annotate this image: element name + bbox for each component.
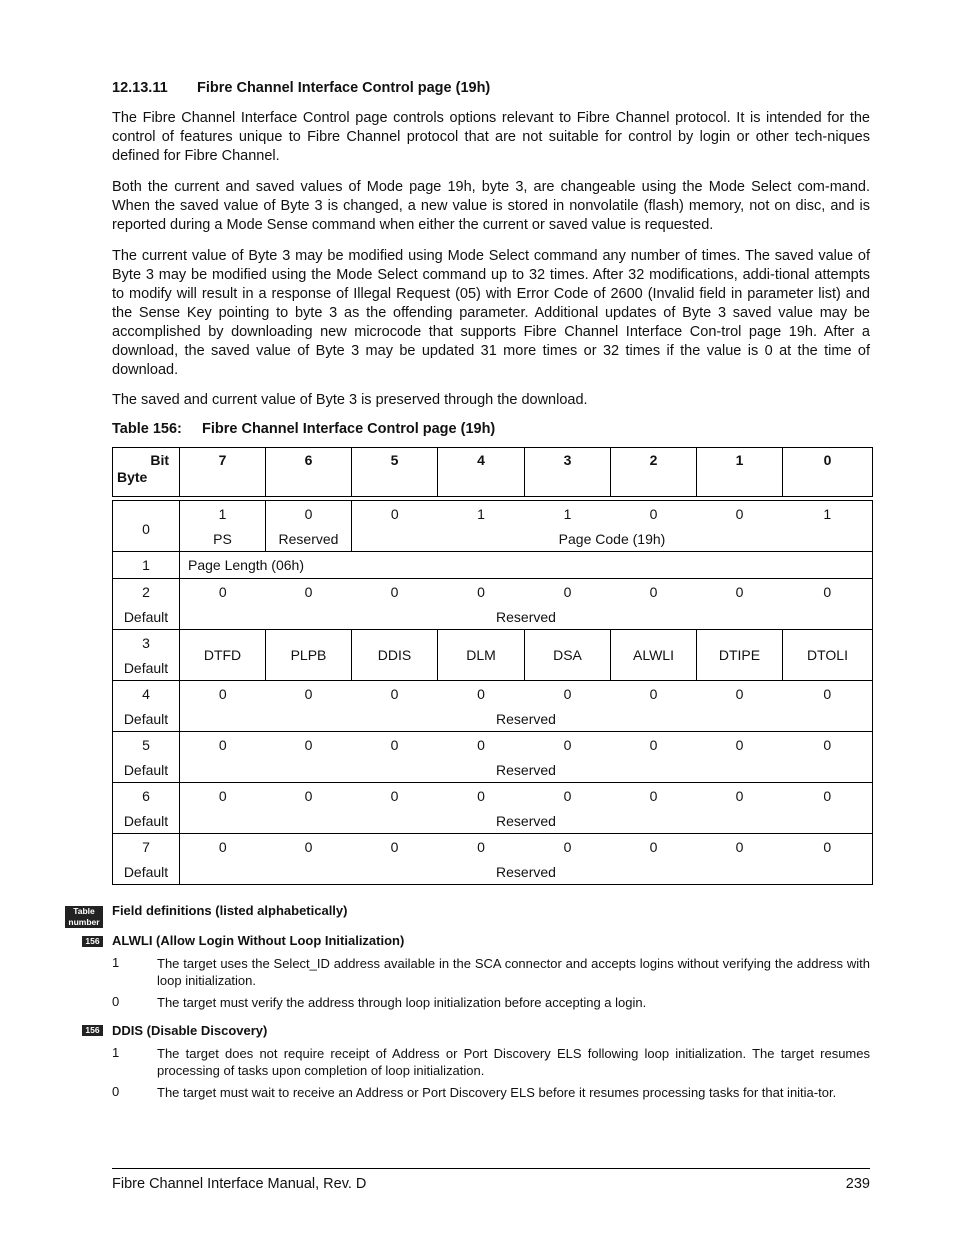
table-header-row xyxy=(113,448,873,497)
bit-value: 0 xyxy=(304,583,313,600)
alwli-field-name: ALWLI (Allow Login Without Loop Initialization) xyxy=(112,933,405,948)
byte-number: 2 xyxy=(113,579,180,605)
default-label: Default xyxy=(113,757,180,783)
bit-value: 0 xyxy=(649,685,658,702)
table-row xyxy=(113,604,873,630)
bit-value: 1 xyxy=(525,501,611,527)
table-ref-tag: 156 xyxy=(82,936,103,947)
table-row xyxy=(113,681,873,707)
bit-header: 5 xyxy=(352,448,438,497)
default-label: Default xyxy=(113,655,180,681)
byte-number: 0 xyxy=(113,501,180,552)
field-dtfd: DTFD xyxy=(180,630,266,681)
section-heading xyxy=(112,80,490,96)
default-label: Default xyxy=(113,604,180,630)
bit-value: 0 xyxy=(180,834,266,860)
field-ddis: DDIS xyxy=(352,630,438,681)
bit-value: 0 xyxy=(563,583,572,600)
table-number-badge-line1: Table xyxy=(73,906,95,916)
bit-value: 0 xyxy=(735,583,744,600)
bit-value: 0 xyxy=(477,583,485,600)
field-reserved: Reserved xyxy=(180,859,873,885)
field-reserved: Reserved xyxy=(180,604,873,630)
bit-value: 0 xyxy=(390,787,399,804)
table-row xyxy=(113,501,873,527)
table-row xyxy=(113,630,873,656)
alwli-desc-0: The target must verify the address through loop initialization before accepting a login. xyxy=(157,995,647,1010)
bit-header: 6 xyxy=(266,448,352,497)
bit-value: 0 xyxy=(180,732,266,758)
bit-value: 0 xyxy=(735,838,744,855)
bit-value: 0 xyxy=(735,685,744,702)
alwli-value-0: 0 xyxy=(112,994,120,1009)
table-row xyxy=(113,808,873,834)
field-dtipe: DTIPE xyxy=(697,630,783,681)
bit-value: 0 xyxy=(783,834,873,860)
ddis-desc-0: The target must wait to receive an Address or Port Discovery ELS before it resumes processing tasks for that initia-tor. xyxy=(157,1085,837,1100)
paragraph-2: Both the current and saved values of Mode page 19h, byte 3, are changeable using the Mode Select com-mand. When the saved value of Byte 3 is changed, a new value is stored in nonvolatile (flash) memory, not on disc, and is reported during a Mode Sense command when either the current or saved value is requested. xyxy=(112,179,870,233)
bit-value: 0 xyxy=(563,685,572,702)
field-reserved: Reserved xyxy=(180,757,873,783)
table-row xyxy=(113,783,873,809)
field-dsa: DSA xyxy=(525,630,611,681)
default-label: Default xyxy=(113,706,180,732)
byte-number: 7 xyxy=(113,834,180,860)
corner-cell xyxy=(113,448,180,497)
byte-number: 5 xyxy=(113,732,180,758)
bit-value: 0 xyxy=(390,583,399,600)
bit-value: 0 xyxy=(735,787,744,804)
table-row xyxy=(113,526,873,552)
bit-value: 0 xyxy=(304,736,313,753)
bit-header: 2 xyxy=(611,448,697,497)
bit-value: 1 xyxy=(783,501,873,527)
table-ref-tag: 156 xyxy=(82,1025,103,1036)
field-reserved: Reserved xyxy=(266,526,352,552)
field-reserved: Reserved xyxy=(180,706,873,732)
ddis-value-0: 0 xyxy=(112,1084,120,1099)
bit-value: 0 xyxy=(304,787,313,804)
mode-page-table xyxy=(112,447,873,885)
bit-value: 0 xyxy=(304,685,313,702)
table-caption-label: Table 156: xyxy=(112,421,182,437)
bit-value: 0 xyxy=(783,579,873,605)
bit-value: 0 xyxy=(649,838,658,855)
bit-value: 0 xyxy=(180,681,266,707)
bit-header: 4 xyxy=(438,448,525,497)
table-row xyxy=(113,579,873,605)
default-label: Default xyxy=(113,808,180,834)
bit-value: 1 xyxy=(438,501,525,527)
table-row xyxy=(113,552,873,579)
page-number: 239 xyxy=(845,1176,870,1192)
table-number-badge xyxy=(65,906,103,928)
bit-value: 0 xyxy=(352,501,438,527)
byte-number: 1 xyxy=(113,552,180,579)
field-plpb: PLPB xyxy=(266,630,352,681)
paragraph-1: The Fibre Channel Interface Control page controls options relevant to Fibre Channel protocol. It is intended for the control of features unique to Fibre Channel protocol that are not suitable for control by login or other tech-niques defined for Fibre Channel. xyxy=(112,110,870,164)
table-caption-title: Fibre Channel Interface Control page (19h) xyxy=(202,421,496,437)
field-dtoli: DTOLI xyxy=(783,630,873,681)
alwli-value-1: 1 xyxy=(112,955,120,970)
byte-number: 6 xyxy=(113,783,180,809)
table-caption xyxy=(112,421,495,437)
field-reserved: Reserved xyxy=(180,808,873,834)
table-row xyxy=(113,834,873,860)
bit-value: 0 xyxy=(563,736,572,753)
table-row xyxy=(113,757,873,783)
default-label: Default xyxy=(113,859,180,885)
paragraph-4: The saved and current value of Byte 3 is preserved through the download. xyxy=(112,392,588,408)
bit-header: 7 xyxy=(180,448,266,497)
ddis-desc-1: The target does not require receipt of Address or Port Discovery ELS following loop initialization. The target resumes processing of tasks upon completion of loop initialization. xyxy=(157,1046,870,1078)
table-number-badge-line2: number xyxy=(68,917,100,927)
bit-value: 0 xyxy=(649,787,658,804)
byte-number: 3 xyxy=(113,630,180,656)
bit-value: 0 xyxy=(563,838,572,855)
field-dlm: DLM xyxy=(438,630,525,681)
footer-rule xyxy=(112,1168,870,1169)
alwli-desc-1: The target uses the Select_ID address available in the SCA connector and accepts logins without verifying the address with loop initialization. xyxy=(157,956,870,988)
bit-value: 0 xyxy=(477,838,485,855)
bit-value: 0 xyxy=(783,783,873,809)
paragraph-3: The current value of Byte 3 may be modified using Mode Select command any number of times. The saved value of Byte 3 may be modified using the Mode Select command up to 32 times. After 32 modifications, addi-tional attempts to modify will result in a response of Illegal Request (05) with Error Code of 2600 (Invalid field in parameter list) and the Sense Key pointing to byte 3 as the offending parameter. Additional updates of Byte 3 saved value may be accomplished by downloading new microcode that supports Fibre Channel Interface Con-trol page 19h. After a download, the saved value of Byte 3 may be updated 31 more times or 32 times if the value is 0 at the time of download. xyxy=(112,248,870,378)
bit-value: 0 xyxy=(390,685,399,702)
table-row xyxy=(113,859,873,885)
bit-value: 0 xyxy=(180,783,266,809)
bit-value: 0 xyxy=(783,681,873,707)
bit-header: 3 xyxy=(525,448,611,497)
ddis-field-name: DDIS (Disable Discovery) xyxy=(112,1023,268,1038)
bit-value: 0 xyxy=(304,838,313,855)
bit-value: 0 xyxy=(390,736,399,753)
corner-bit-label: Bit xyxy=(150,452,169,468)
bit-value: 0 xyxy=(477,736,485,753)
field-page-length: Page Length (06h) xyxy=(180,552,873,579)
bit-value: 0 xyxy=(649,583,658,600)
table-row xyxy=(113,706,873,732)
field-ps: PS xyxy=(180,526,266,552)
footer-title: Fibre Channel Interface Manual, Rev. D xyxy=(112,1176,367,1192)
bit-value: 0 xyxy=(477,685,485,702)
bit-value: 0 xyxy=(390,838,399,855)
bit-value: 0 xyxy=(783,732,873,758)
bit-value: 0 xyxy=(697,501,783,527)
bit-value: 0 xyxy=(180,579,266,605)
bit-value: 0 xyxy=(735,736,744,753)
bit-header: 0 xyxy=(783,448,873,497)
bit-value: 0 xyxy=(563,787,572,804)
bit-header: 1 xyxy=(697,448,783,497)
field-page-code: Page Code (19h) xyxy=(352,526,873,552)
byte-number: 4 xyxy=(113,681,180,707)
field-definitions-heading: Field definitions (listed alphabetically) xyxy=(112,903,348,918)
field-alwli: ALWLI xyxy=(611,630,697,681)
bit-value: 0 xyxy=(266,501,352,527)
bit-value: 0 xyxy=(649,736,658,753)
section-number: 12.13.11 xyxy=(112,80,168,96)
bit-value: 0 xyxy=(477,787,485,804)
bit-value: 1 xyxy=(180,501,266,527)
bit-value: 0 xyxy=(611,501,697,527)
section-title: Fibre Channel Interface Control page (19h) xyxy=(197,80,491,96)
corner-byte-label: Byte xyxy=(117,469,148,485)
table-row xyxy=(113,732,873,758)
ddis-value-1: 1 xyxy=(112,1045,120,1060)
